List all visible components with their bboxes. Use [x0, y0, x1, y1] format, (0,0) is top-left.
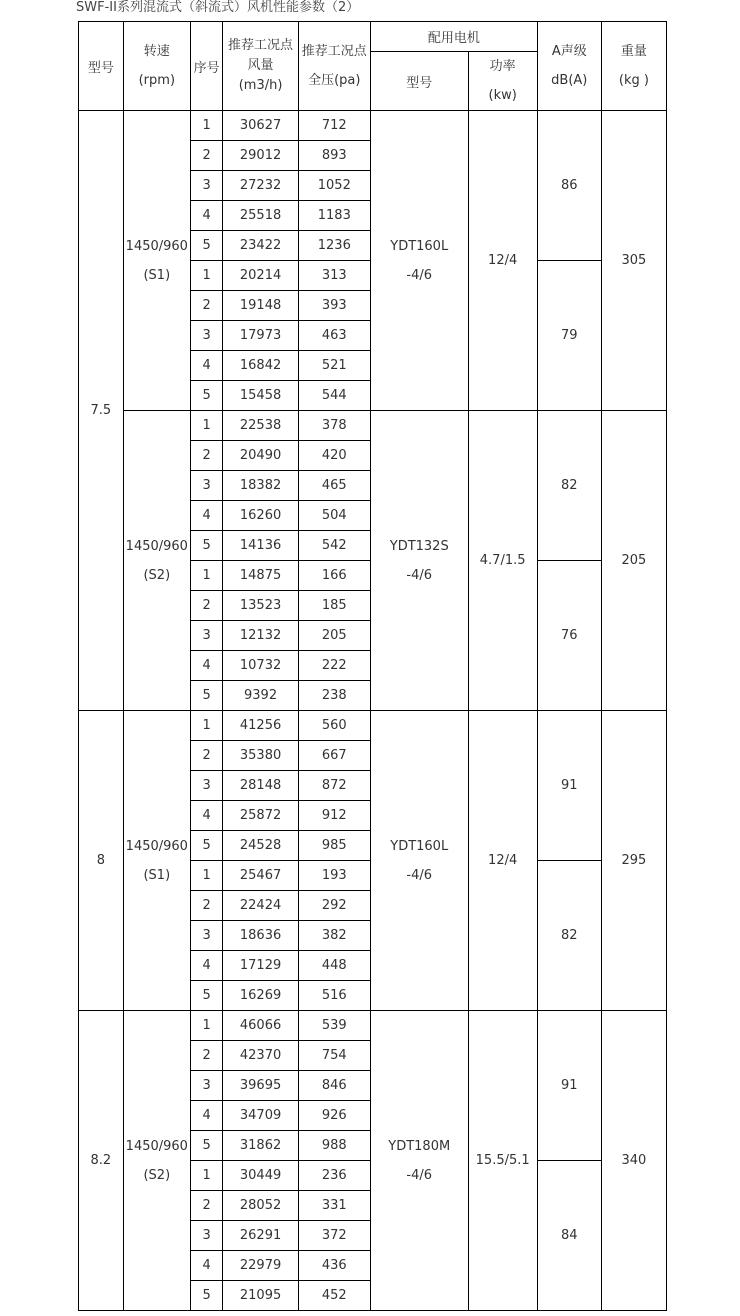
- pressure-cell: 193: [298, 861, 370, 891]
- pressure-cell: 452: [298, 1281, 370, 1311]
- airflow-cell: 22979: [223, 1251, 298, 1281]
- pressure-cell: 504: [298, 501, 370, 531]
- header-pressure: 推荐工况点 全压(pa): [298, 22, 370, 111]
- airflow-cell: 16260: [223, 501, 298, 531]
- noise-cell: 82: [537, 411, 601, 561]
- pressure-cell: 238: [298, 681, 370, 711]
- weight-cell: 295: [601, 711, 666, 1011]
- speed-tag: (S1): [143, 267, 171, 283]
- pressure-cell: 521: [298, 351, 370, 381]
- header-seq: 序号: [190, 22, 223, 111]
- pressure-cell: 331: [298, 1191, 370, 1221]
- motor-model-cell: [370, 1011, 468, 1311]
- motor-model-cell: [370, 711, 468, 1011]
- seq-cell: 2: [190, 741, 223, 771]
- airflow-cell: 16842: [223, 351, 298, 381]
- header-model: 型号: [79, 22, 124, 111]
- power-cell: 12/4: [468, 111, 537, 411]
- pressure-cell: 926: [298, 1101, 370, 1131]
- pressure-cell: 292: [298, 891, 370, 921]
- seq-cell: 5: [190, 681, 223, 711]
- power-cell: 4.7/1.5: [468, 411, 537, 711]
- airflow-cell: 12132: [223, 621, 298, 651]
- pressure-cell: 893: [298, 141, 370, 171]
- airflow-cell: 9392: [223, 681, 298, 711]
- seq-cell: 5: [190, 831, 223, 861]
- airflow-cell: 20214: [223, 261, 298, 291]
- seq-cell: 1: [190, 561, 223, 591]
- weight-cell: 305: [601, 111, 666, 411]
- pressure-cell: 465: [298, 471, 370, 501]
- pressure-cell: 1052: [298, 171, 370, 201]
- speed-cell: [123, 111, 190, 411]
- motor-poles: -4/6: [406, 1167, 433, 1183]
- airflow-cell: 22424: [223, 891, 298, 921]
- seq-cell: 1: [190, 861, 223, 891]
- noise-cell: 79: [537, 261, 601, 411]
- seq-cell: 2: [190, 591, 223, 621]
- seq-cell: 3: [190, 1221, 223, 1251]
- seq-cell: 4: [190, 951, 223, 981]
- weight-cell: 340: [601, 1011, 666, 1311]
- airflow-cell: 18636: [223, 921, 298, 951]
- pressure-cell: 985: [298, 831, 370, 861]
- seq-cell: 2: [190, 291, 223, 321]
- motor-poles: -4/6: [406, 867, 433, 883]
- table-row: [79, 111, 667, 141]
- airflow-cell: 17973: [223, 321, 298, 351]
- header-airflow: 推荐工况点 风量 (m3/h): [223, 22, 298, 111]
- airflow-cell: 26291: [223, 1221, 298, 1251]
- header-power: 功率 (kw): [468, 52, 537, 111]
- seq-cell: 4: [190, 801, 223, 831]
- motor-model-cell: [370, 411, 468, 711]
- speed-cell: [123, 711, 190, 1011]
- airflow-cell: 18382: [223, 471, 298, 501]
- speed-tag: (S2): [143, 1167, 171, 1183]
- header-weight: 重量 (kg ): [601, 22, 666, 111]
- pressure-cell: 912: [298, 801, 370, 831]
- airflow-cell: 41256: [223, 711, 298, 741]
- header-motor-model: 型号: [370, 52, 468, 111]
- airflow-cell: 24528: [223, 831, 298, 861]
- motor-model: YDT132S: [389, 538, 449, 554]
- pressure-cell: 166: [298, 561, 370, 591]
- motor-model: YDT160L: [390, 838, 449, 854]
- power-cell: 12/4: [468, 711, 537, 1011]
- airflow-cell: 30449: [223, 1161, 298, 1191]
- motor-poles: -4/6: [406, 267, 433, 283]
- seq-cell: 4: [190, 1251, 223, 1281]
- airflow-cell: 25467: [223, 861, 298, 891]
- airflow-cell: 28148: [223, 771, 298, 801]
- seq-cell: 1: [190, 1161, 223, 1191]
- pressure-cell: 988: [298, 1131, 370, 1161]
- pressure-cell: 539: [298, 1011, 370, 1041]
- seq-cell: 2: [190, 141, 223, 171]
- speed-value: 1450/960: [125, 838, 188, 854]
- pressure-cell: 872: [298, 771, 370, 801]
- weight-cell: 205: [601, 411, 666, 711]
- airflow-cell: 34709: [223, 1101, 298, 1131]
- pressure-cell: 436: [298, 1251, 370, 1281]
- seq-cell: 5: [190, 1281, 223, 1311]
- seq-cell: 2: [190, 1191, 223, 1221]
- airflow-cell: 13523: [223, 591, 298, 621]
- pressure-cell: 372: [298, 1221, 370, 1251]
- pressure-cell: 448: [298, 951, 370, 981]
- airflow-cell: 19148: [223, 291, 298, 321]
- pressure-cell: 185: [298, 591, 370, 621]
- speed-cell: [123, 1011, 190, 1311]
- airflow-cell: 46066: [223, 1011, 298, 1041]
- airflow-cell: 35380: [223, 741, 298, 771]
- airflow-cell: 42370: [223, 1041, 298, 1071]
- motor-model: YDT160L: [390, 238, 449, 254]
- seq-cell: 5: [190, 981, 223, 1011]
- power-cell: 15.5/5.1: [468, 1011, 537, 1311]
- seq-cell: 1: [190, 1011, 223, 1041]
- table-row: [79, 411, 667, 441]
- seq-cell: 4: [190, 351, 223, 381]
- noise-cell: 91: [537, 1011, 601, 1161]
- pressure-cell: 378: [298, 411, 370, 441]
- seq-cell: 1: [190, 711, 223, 741]
- motor-model: YDT180M: [388, 1138, 451, 1154]
- seq-cell: 2: [190, 441, 223, 471]
- seq-cell: 5: [190, 231, 223, 261]
- table-row: [79, 1011, 667, 1041]
- pressure-cell: 542: [298, 531, 370, 561]
- speed-value: 1450/960: [125, 1138, 188, 1154]
- seq-cell: 3: [190, 471, 223, 501]
- seq-cell: 3: [190, 171, 223, 201]
- airflow-cell: 27232: [223, 171, 298, 201]
- speed-value: 1450/960: [125, 238, 188, 254]
- airflow-cell: 22538: [223, 411, 298, 441]
- airflow-cell: 10732: [223, 651, 298, 681]
- airflow-cell: 14136: [223, 531, 298, 561]
- seq-cell: 2: [190, 891, 223, 921]
- seq-cell: 1: [190, 111, 223, 141]
- speed-value: 1450/960: [125, 538, 188, 554]
- pressure-cell: 463: [298, 321, 370, 351]
- seq-cell: 4: [190, 1101, 223, 1131]
- seq-cell: 2: [190, 1041, 223, 1071]
- seq-cell: 5: [190, 531, 223, 561]
- noise-cell: 84: [537, 1161, 601, 1311]
- airflow-cell: 28052: [223, 1191, 298, 1221]
- airflow-cell: 17129: [223, 951, 298, 981]
- motor-poles: -4/6: [406, 567, 433, 583]
- model-cell: 7.5: [79, 111, 124, 711]
- pressure-cell: 222: [298, 651, 370, 681]
- airflow-cell: 14875: [223, 561, 298, 591]
- pressure-cell: 382: [298, 921, 370, 951]
- noise-cell: 86: [537, 111, 601, 261]
- seq-cell: 5: [190, 1131, 223, 1161]
- noise-cell: 91: [537, 711, 601, 861]
- airflow-cell: 20490: [223, 441, 298, 471]
- seq-cell: 3: [190, 771, 223, 801]
- seq-cell: 1: [190, 261, 223, 291]
- header-row-1: [79, 22, 667, 52]
- seq-cell: 3: [190, 1071, 223, 1101]
- pressure-cell: 560: [298, 711, 370, 741]
- pressure-cell: 1183: [298, 201, 370, 231]
- header-speed: 转速 (rpm): [123, 22, 190, 111]
- table-row: [79, 711, 667, 741]
- pressure-cell: 544: [298, 381, 370, 411]
- pressure-cell: 667: [298, 741, 370, 771]
- performance-table: [78, 21, 667, 1311]
- seq-cell: 4: [190, 501, 223, 531]
- pressure-cell: 313: [298, 261, 370, 291]
- model-cell: 8.2: [79, 1011, 124, 1311]
- pressure-cell: 236: [298, 1161, 370, 1191]
- seq-cell: 3: [190, 921, 223, 951]
- airflow-cell: 21095: [223, 1281, 298, 1311]
- pressure-cell: 516: [298, 981, 370, 1011]
- noise-cell: 76: [537, 561, 601, 711]
- pressure-cell: 1236: [298, 231, 370, 261]
- seq-cell: 5: [190, 381, 223, 411]
- airflow-cell: 31862: [223, 1131, 298, 1161]
- speed-tag: (S2): [143, 567, 171, 583]
- motor-model-cell: [370, 111, 468, 411]
- pressure-cell: 420: [298, 441, 370, 471]
- noise-cell: 82: [537, 861, 601, 1011]
- seq-cell: 3: [190, 321, 223, 351]
- seq-cell: 1: [190, 411, 223, 441]
- pressure-cell: 754: [298, 1041, 370, 1071]
- airflow-cell: 16269: [223, 981, 298, 1011]
- airflow-cell: 30627: [223, 111, 298, 141]
- header-noise: A声级 dB(A): [537, 22, 601, 111]
- seq-cell: 4: [190, 651, 223, 681]
- pressure-cell: 205: [298, 621, 370, 651]
- airflow-cell: 15458: [223, 381, 298, 411]
- pressure-cell: 393: [298, 291, 370, 321]
- seq-cell: 4: [190, 201, 223, 231]
- page-title: SWF-II系列混流式（斜流式）风机性能参数（2）: [76, 0, 360, 15]
- airflow-cell: 29012: [223, 141, 298, 171]
- pressure-cell: 712: [298, 111, 370, 141]
- airflow-cell: 23422: [223, 231, 298, 261]
- airflow-cell: 39695: [223, 1071, 298, 1101]
- header-motor: 配用电机: [370, 22, 537, 52]
- airflow-cell: 25872: [223, 801, 298, 831]
- model-cell: 8: [79, 711, 124, 1011]
- airflow-cell: 25518: [223, 201, 298, 231]
- seq-cell: 3: [190, 621, 223, 651]
- speed-cell: [123, 411, 190, 711]
- speed-tag: (S1): [143, 867, 171, 883]
- pressure-cell: 846: [298, 1071, 370, 1101]
